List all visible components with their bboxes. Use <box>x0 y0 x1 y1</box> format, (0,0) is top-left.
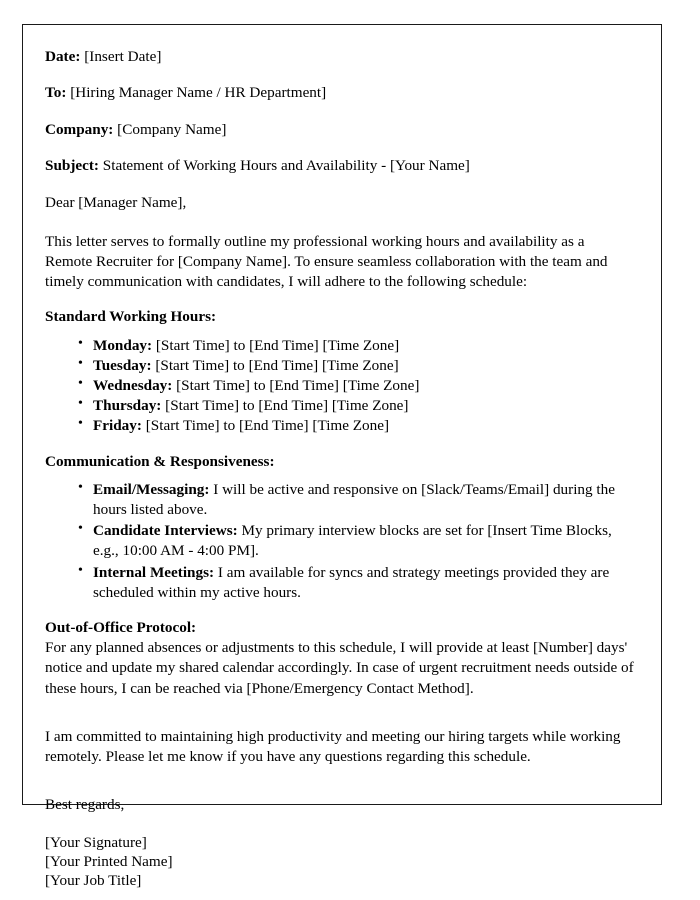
field-to-label: To: <box>45 84 67 102</box>
list-item-candidate-interviews-label: Candidate Interviews: <box>93 522 238 540</box>
list-item-email-messaging <box>93 480 635 520</box>
list-item-friday-label: Friday: <box>93 417 142 435</box>
communication-list <box>45 480 635 602</box>
signature-placeholder: [Your Signature] <box>45 833 147 851</box>
out-of-office-paragraph: For any planned absences or adjustments to this schedule, I will provide at least [Number] days' notice and update my shared calendar accordingly. In case of urgent recruitment needs outside of these hours, I can be reached via [Phone/Emergency Contact Method]. <box>45 639 634 697</box>
list-item-tuesday-text: [Start Time] to [End Time] [Time Zone] <box>151 357 399 375</box>
list-item-internal-meetings-text: I am available for syncs and strategy meetings provided they are scheduled within my active hours. <box>93 563 610 601</box>
list-item-monday-label: Monday: <box>93 337 153 355</box>
field-date-label: Date: <box>45 48 81 65</box>
list-item-wednesday-label: Wednesday: <box>93 377 173 395</box>
list-item-thursday-text: [Start Time] to [End Time] [Time Zone] <box>161 397 409 415</box>
field-date <box>45 47 635 66</box>
field-subject-value: Statement of Working Hours and Availability - [Your Name] <box>102 157 470 175</box>
field-company-label: Company: <box>45 120 114 138</box>
list-item-tuesday <box>93 356 635 376</box>
list-item-email-messaging-label: Email/Messaging: <box>93 481 210 499</box>
intro-paragraph: This letter serves to formally outline my professional working hours and availability as a Remote Recruiter for [Company Name]. To ensure seamless collaboration with the team and timely communication with candidates, I will adhere to the following schedule: <box>45 233 608 291</box>
list-item-email-messaging-text: I will be active and responsive on [Slack/Teams/Email] during the hours listed above. <box>93 481 615 519</box>
list-item-thursday <box>93 396 635 416</box>
greeting-line: Dear [Manager Name], <box>45 193 187 211</box>
list-item-candidate-interviews-text: My primary interview blocks are set for [Insert Time Blocks, e.g., 10:00 AM - 4:00 PM]. <box>93 522 612 560</box>
letter-page <box>22 24 662 890</box>
signoff-spacer <box>45 782 635 795</box>
field-date-value: [Insert Date] <box>84 48 162 65</box>
printed-name-placeholder: [Your Printed Name] <box>45 852 173 870</box>
field-subject <box>45 156 635 175</box>
paragraph-spacer <box>45 714 635 727</box>
list-item-internal-meetings <box>93 563 635 603</box>
field-company-value: [Company Name] <box>117 120 227 138</box>
list-item-thursday-label: Thursday: <box>93 397 162 415</box>
list-item-friday-text: [Start Time] to [End Time] [Time Zone] <box>141 417 390 435</box>
list-item-monday-text: [Start Time] to [End Time] [Time Zone] <box>152 337 400 355</box>
list-item-wednesday <box>93 376 635 396</box>
list-item-internal-meetings-label: Internal Meetings: <box>93 563 215 581</box>
list-item-wednesday-text: [Start Time] to [End Time] [Time Zone] <box>172 377 420 395</box>
list-item-monday <box>93 336 635 356</box>
list-item-candidate-interviews <box>93 521 635 561</box>
field-to-value: [Hiring Manager Name / HR Department] <box>70 84 327 102</box>
closing-paragraph: I am committed to maintaining high productivity and meeting our hiring targets while working remotely. Please let me know if you have any questions regarding this schedule. <box>45 727 621 765</box>
field-to <box>45 83 635 102</box>
field-company <box>45 120 635 139</box>
job-title-placeholder: [Your Job Title] <box>45 872 142 890</box>
letter-body <box>23 25 661 890</box>
working-hours-list <box>45 336 635 436</box>
signature-spacer <box>45 814 635 833</box>
list-item-tuesday-label: Tuesday: <box>93 357 152 375</box>
heading-communication-responsiveness: Communication & Responsiveness: <box>45 452 275 470</box>
heading-out-of-office-protocol: Out-of-Office Protocol: <box>45 618 197 636</box>
field-subject-label: Subject: <box>45 157 99 175</box>
signoff-line: Best regards, <box>45 795 125 813</box>
heading-standard-working-hours: Standard Working Hours: <box>45 308 217 326</box>
list-item-friday <box>93 416 635 436</box>
